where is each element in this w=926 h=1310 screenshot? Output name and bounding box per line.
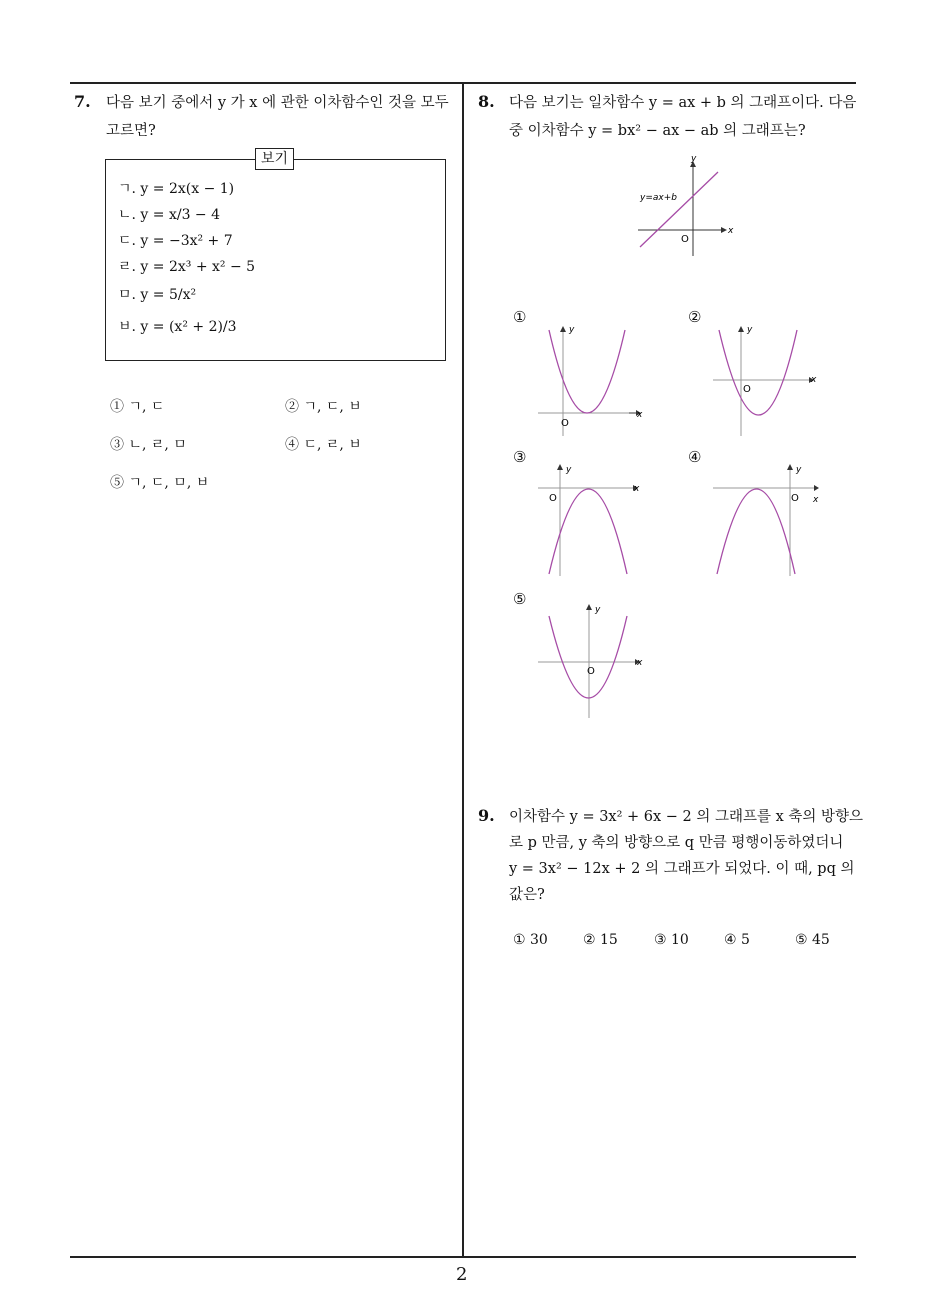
svg-text:x: x: [637, 658, 643, 668]
q9-text-line2: 로 p 만큼, y 축의 방향으로 q 만큼 평행이동하였더니: [509, 835, 844, 851]
parabola: [719, 330, 797, 415]
q9-option-3[interactable]: ③ 10: [654, 932, 689, 948]
q8-text-line1: 다음 보기는 일차함수 y = ax + b 의 그래프이다. 다음: [509, 95, 857, 111]
q7-option-4[interactable]: ④ ㄷ, ㄹ, ㅂ: [285, 437, 362, 453]
q8-option-4-label[interactable]: ④: [688, 448, 702, 466]
q7-item-6: ㅂ. y = (x² + 2)/3: [118, 319, 237, 335]
q7-box-label: 보기: [255, 148, 294, 170]
q7-item-4: ㄹ. y = 2x³ + x² − 5: [118, 259, 256, 275]
q8-option-3-label[interactable]: ③: [513, 448, 527, 466]
q9-text-line3: y = 3x² − 12x + 2 의 그래프가 되었다. 이 때, pq 의: [509, 861, 855, 877]
q8-option-3-graph[interactable]: [533, 460, 648, 580]
q8-option-5-graph[interactable]: [533, 600, 648, 722]
q7-item-3: ㄷ. y = −3x² + 7: [118, 233, 233, 249]
bottom-rule: [70, 1256, 856, 1258]
parabola: [549, 489, 627, 574]
linear-function-line: [640, 172, 718, 247]
q8-option-1-label[interactable]: ①: [513, 308, 527, 326]
parabola: [717, 489, 795, 574]
q9-number: 9.: [478, 806, 495, 825]
q7-text-line1: 다음 보기 중에서 y 가 x 에 관한 이차함수인 것을 모두: [106, 95, 449, 111]
q7-option-5[interactable]: ⑤ ㄱ, ㄷ, ㅁ, ㅂ: [110, 475, 210, 491]
q7-item-5: ㅁ. y = 5/x²: [118, 287, 197, 303]
svg-text:y: y: [569, 325, 575, 335]
parabola: [549, 330, 625, 413]
q7-option-2[interactable]: ② ㄱ, ㄷ, ㅂ: [285, 399, 362, 415]
q8-option-1-graph[interactable]: [533, 320, 648, 440]
y-axis-label: y: [691, 154, 697, 164]
svg-text:y: y: [595, 605, 601, 615]
q9-text-line4: 값은?: [509, 887, 545, 903]
q8-number: 8.: [478, 92, 495, 111]
q8-text-line2: 중 이차함수 y = bx² − ax − ab 의 그래프는?: [509, 123, 806, 139]
q9-text-line1: 이차함수 y = 3x² + 6x − 2 의 그래프를 x 축의 방향으: [509, 809, 864, 825]
q8-option-4-graph[interactable]: [705, 460, 820, 580]
q9-option-5[interactable]: ⑤ 45: [795, 932, 830, 948]
svg-text:O: O: [561, 418, 569, 429]
svg-text:O: O: [549, 493, 557, 504]
q8-option-2-label[interactable]: ②: [688, 308, 702, 326]
q7-option-1[interactable]: ① ㄱ, ㄷ: [110, 399, 165, 415]
q7-item-1: ㄱ. y = 2x(x − 1): [118, 181, 235, 197]
svg-text:x: x: [634, 484, 640, 494]
q8-option-2-graph[interactable]: [705, 320, 820, 440]
q7-text-line2: 고르면?: [106, 123, 156, 139]
svg-text:x: x: [637, 410, 643, 420]
q8-reference-graph: [630, 152, 750, 262]
svg-text:y: y: [566, 465, 572, 475]
parabola: [549, 616, 627, 698]
svg-text:O: O: [743, 384, 751, 395]
svg-text:y: y: [796, 465, 802, 475]
q7-number: 7.: [74, 92, 91, 111]
origin-label: O: [681, 234, 689, 245]
q7-option-3[interactable]: ③ ㄴ, ㄹ, ㅁ: [110, 437, 187, 453]
svg-text:x: x: [811, 375, 817, 385]
line-label: y=ax+b: [640, 193, 677, 203]
q9-option-2[interactable]: ② 15: [583, 932, 618, 948]
q8-option-5-label[interactable]: ⑤: [513, 590, 527, 608]
svg-text:O: O: [791, 493, 799, 504]
column-divider: [462, 82, 464, 1257]
page-number: 2: [456, 1264, 468, 1285]
q7-item-2: ㄴ. y = x/3 − 4: [118, 207, 221, 223]
q9-option-1[interactable]: ① 30: [513, 932, 548, 948]
q9-option-4[interactable]: ④ 5: [724, 932, 750, 948]
svg-text:y: y: [747, 325, 753, 335]
svg-text:O: O: [587, 666, 595, 677]
x-axis-label: x: [728, 226, 734, 236]
svg-text:x: x: [813, 495, 819, 505]
